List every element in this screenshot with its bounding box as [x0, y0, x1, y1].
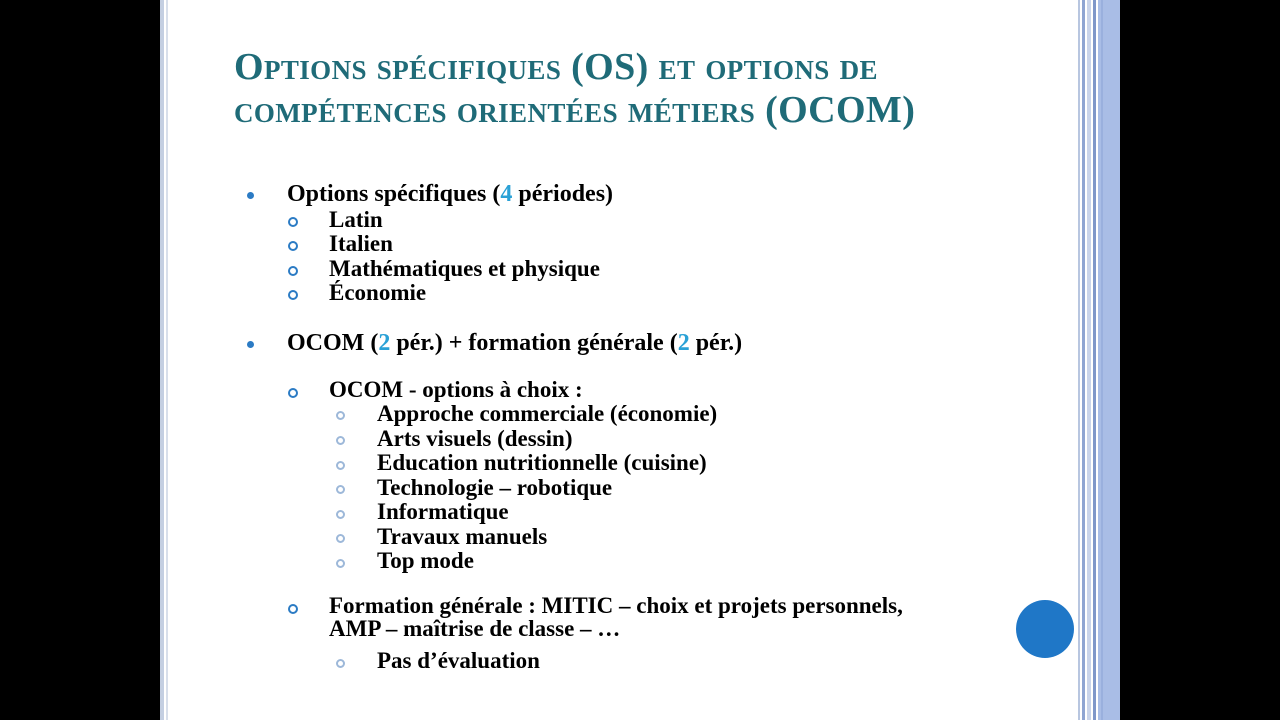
slide-title	[234, 46, 1054, 132]
decorative-stripe	[1093, 0, 1096, 720]
ocom-heading-text-end: pér.)	[689, 330, 743, 356]
ocom-choice-arts-visuels: Arts visuels (dessin)	[377, 426, 573, 451]
ocom-periods-number: 2	[378, 330, 391, 356]
formation-generale-line-1: Formation générale : MITIC – choix et projets personnels,	[329, 593, 903, 618]
os-item-economie: Économie	[329, 280, 427, 305]
decorative-stripe	[1087, 0, 1091, 720]
bullet-ring-small-icon	[336, 510, 345, 519]
bullet-ring-icon	[288, 266, 298, 276]
no-evaluation-text: Pas d’évaluation	[377, 648, 540, 673]
bullet-ring-small-icon	[336, 534, 345, 543]
decorative-stripe	[1078, 0, 1080, 720]
bullet-ring-icon	[288, 388, 298, 398]
ocom-heading	[287, 330, 742, 356]
ocom-heading-text-mid: pér.) + formation générale (	[390, 330, 678, 356]
bullet-ring-small-icon	[336, 559, 345, 568]
bullet-ring-small-icon	[336, 461, 345, 470]
ocom-choice-informatique: Informatique	[377, 499, 509, 524]
os-item-italien: Italien	[329, 231, 393, 256]
bullet-ring-icon	[288, 217, 298, 227]
bullet-ring-icon	[288, 290, 298, 300]
formation-periods-number: 2	[677, 330, 690, 356]
ocom-choices-title: OCOM - options à choix :	[329, 377, 583, 402]
decorative-stripe	[1101, 0, 1103, 720]
bullet-icon	[247, 341, 254, 348]
os-periods-number: 4	[500, 181, 513, 207]
ocom-choice-commerciale: Approche commerciale (économie)	[377, 401, 718, 426]
ocom-choice-robotique: Technologie – robotique	[377, 475, 613, 500]
ocom-heading-text: OCOM (	[287, 330, 379, 356]
formation-generale-line-2: AMP – maîtrise de classe – …	[329, 616, 621, 641]
bullet-ring-icon	[288, 241, 298, 251]
os-item-math-physique: Mathématiques et physique	[329, 256, 600, 281]
os-item-latin: Latin	[329, 207, 383, 232]
ocom-choice-top-mode: Top mode	[377, 548, 474, 573]
decorative-stripe	[1082, 0, 1085, 720]
ocom-choice-nutrition: Education nutritionnelle (cuisine)	[377, 450, 707, 475]
os-heading-text-end: périodes)	[512, 181, 614, 207]
slide-left-border	[160, 0, 164, 720]
bullet-ring-small-icon	[336, 411, 345, 420]
slide-action-circle-button[interactable]	[1016, 600, 1074, 658]
bullet-ring-icon	[288, 604, 298, 614]
os-heading-text: Options spécifiques (	[287, 181, 501, 207]
bullet-ring-small-icon	[336, 485, 345, 494]
slide-title-line-2: compétences orientées métiers (OCOM)	[234, 89, 916, 131]
bullet-icon	[247, 192, 254, 199]
ocom-choice-travaux-manuels: Travaux manuels	[377, 524, 548, 549]
bullet-ring-small-icon	[336, 436, 345, 445]
slide-title-line-1: Options spécifiques (OS) et options de	[234, 46, 878, 88]
slide	[160, 0, 1120, 720]
os-heading	[287, 181, 613, 207]
bullet-ring-small-icon	[336, 659, 345, 668]
slide-left-border-inner	[166, 0, 168, 720]
